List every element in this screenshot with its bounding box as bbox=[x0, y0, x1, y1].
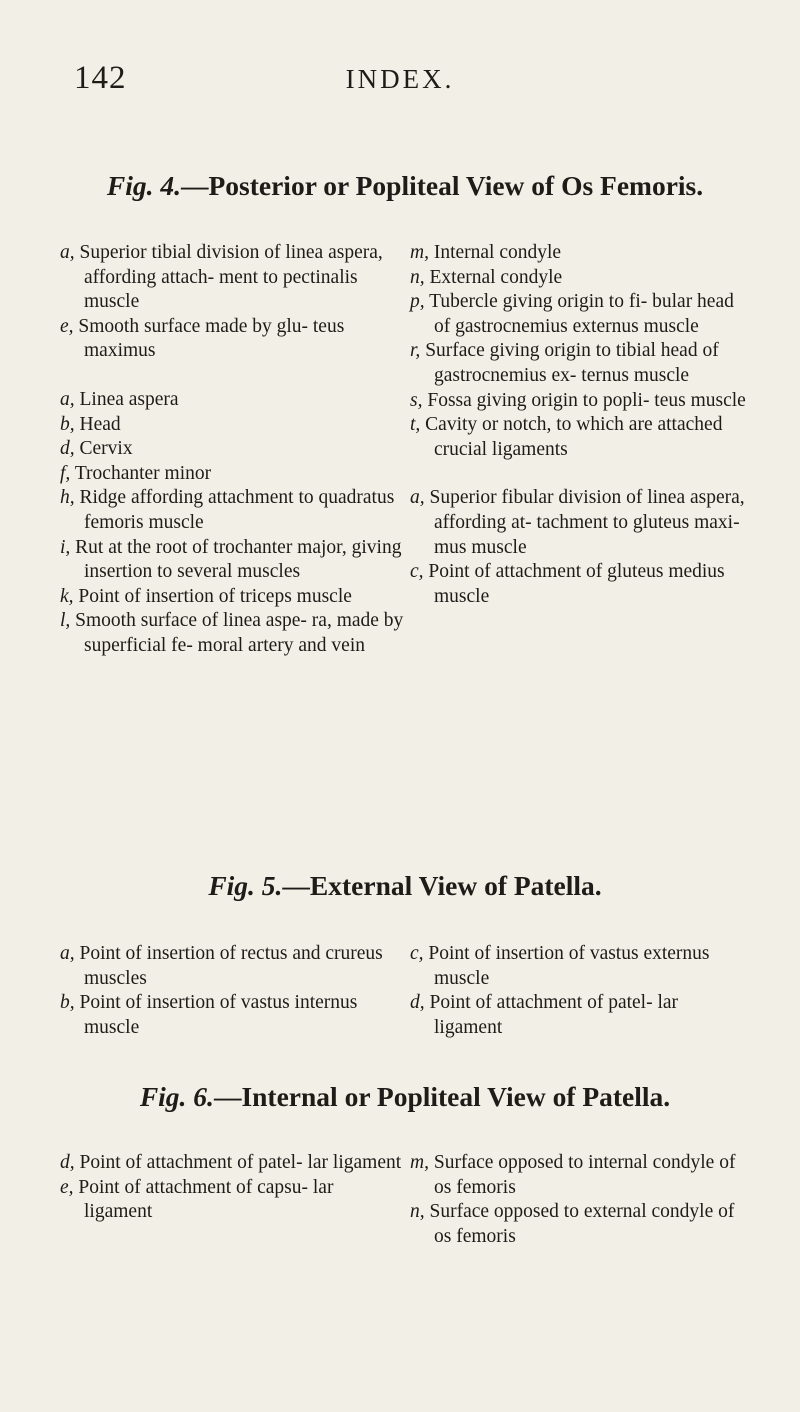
fig-4-section bbox=[60, 170, 750, 659]
legend-entry bbox=[410, 942, 750, 991]
legend-entry bbox=[60, 942, 405, 991]
fig-4-title-text: —Posterior or Popliteal View of Os Femoris. bbox=[180, 170, 704, 201]
fig-4-left-list-2 bbox=[60, 388, 405, 659]
fig-5-right-list bbox=[410, 942, 750, 1040]
fig-4-right-column bbox=[410, 241, 750, 659]
legend-key: h, bbox=[60, 487, 75, 509]
fig-4-title bbox=[60, 170, 750, 202]
legend-entry bbox=[410, 339, 750, 388]
legend-entry bbox=[410, 991, 750, 1040]
legend-description: Cervix bbox=[79, 438, 133, 460]
legend-key: f, bbox=[60, 462, 71, 484]
legend-key: a, bbox=[60, 242, 75, 263]
fig-5-title bbox=[60, 870, 750, 902]
legend-description: Head bbox=[79, 413, 121, 435]
legend-description: Surface opposed to internal condyle of os femoris bbox=[433, 1152, 736, 1198]
legend-description: Point of insertion of vastus externus muscle bbox=[428, 943, 710, 989]
legend-description: Smooth surface of linea aspe- ra, made by superficial fe- moral artery and vein bbox=[75, 610, 404, 656]
fig-5-left-list bbox=[60, 942, 405, 1040]
fig-4-label: Fig. 4. bbox=[106, 170, 181, 201]
legend-entry bbox=[60, 437, 405, 462]
legend-key: l, bbox=[60, 610, 71, 632]
legend-entry bbox=[60, 462, 405, 487]
page-header bbox=[0, 60, 800, 100]
legend-description: Point of insertion of vastus internus muscle bbox=[79, 992, 358, 1038]
legend-description: Fossa giving origin to popli- teus muscle bbox=[427, 389, 746, 411]
legend-description: Point of attachment of patel- lar ligament bbox=[79, 1152, 402, 1173]
fig-6-label: Fig. 6. bbox=[139, 1081, 214, 1112]
legend-entry bbox=[60, 1151, 405, 1176]
legend-entry bbox=[60, 486, 405, 535]
fig-6-left-column bbox=[60, 1151, 405, 1249]
legend-key: b, bbox=[60, 992, 75, 1014]
legend-key: a, bbox=[60, 943, 75, 964]
fig-6-columns bbox=[60, 1151, 750, 1249]
legend-entry bbox=[60, 991, 405, 1040]
fig-6-title-text: —Internal or Popliteal View of Patella. bbox=[213, 1081, 671, 1112]
legend-entry bbox=[410, 266, 750, 291]
legend-description: Point of attachment of gluteus medius muscle bbox=[428, 561, 725, 607]
legend-entry bbox=[410, 1200, 750, 1249]
legend-description: Surface opposed to external condyle of os femoris bbox=[429, 1201, 735, 1247]
legend-description: Point of attachment of capsu- lar ligament bbox=[78, 1176, 334, 1223]
fig-4-right-list-1 bbox=[410, 241, 750, 462]
legend-description: Smooth surface made by glu- teus maximus bbox=[78, 315, 345, 362]
legend-description: Ridge affording attachment to quadratus femoris muscle bbox=[79, 487, 395, 533]
legend-entry bbox=[60, 315, 405, 364]
legend-key: c, bbox=[410, 561, 424, 583]
legend-key: n, bbox=[410, 1201, 425, 1223]
legend-entry bbox=[60, 388, 405, 413]
legend-entry bbox=[60, 536, 405, 585]
fig-5-label: Fig. 5. bbox=[208, 870, 283, 901]
legend-description: Tubercle giving origin to fi- bular head of gastrocnemius externus muscle bbox=[429, 291, 734, 337]
legend-key: r, bbox=[410, 340, 421, 362]
legend-entry bbox=[60, 585, 405, 610]
legend-entry bbox=[410, 1151, 750, 1200]
legend-key: s, bbox=[410, 389, 423, 411]
legend-entry bbox=[410, 389, 750, 414]
legend-description: External condyle bbox=[429, 266, 563, 288]
legend-entry bbox=[60, 1176, 405, 1225]
legend-entry bbox=[410, 290, 750, 339]
fig-5-right-column bbox=[410, 942, 750, 1040]
legend-description: Point of insertion of triceps muscle bbox=[78, 585, 352, 607]
legend-description: Rut at the root of trochanter major, giving insertion to several muscles bbox=[75, 536, 402, 583]
fig-6-right-list bbox=[410, 1151, 750, 1249]
fig-6-title bbox=[60, 1081, 750, 1113]
legend-description: Cavity or notch, to which are attached crucial ligaments bbox=[425, 414, 723, 460]
fig-5-section bbox=[60, 870, 750, 1040]
legend-key: i, bbox=[60, 536, 71, 558]
fig-4-columns bbox=[60, 241, 750, 659]
legend-description: Trochanter minor bbox=[74, 462, 212, 484]
legend-description: Internal condyle bbox=[433, 242, 562, 263]
legend-entry bbox=[410, 486, 750, 560]
legend-entry bbox=[410, 560, 750, 609]
legend-key: e, bbox=[60, 1176, 74, 1198]
legend-entry bbox=[60, 609, 405, 658]
legend-key: a, bbox=[60, 388, 75, 410]
legend-entry bbox=[60, 413, 405, 438]
legend-description: Linea aspera bbox=[79, 388, 179, 410]
legend-entry bbox=[60, 241, 405, 315]
legend-key: c, bbox=[410, 943, 424, 964]
legend-key: d, bbox=[410, 992, 425, 1014]
fig-4-left-column bbox=[60, 241, 405, 659]
legend-key: a, bbox=[410, 487, 425, 509]
fig-6-left-list bbox=[60, 1151, 405, 1225]
legend-key: m, bbox=[410, 1152, 429, 1173]
legend-entry bbox=[410, 413, 750, 462]
legend-key: k, bbox=[60, 585, 74, 607]
legend-description: Point of attachment of patel- lar ligament bbox=[429, 992, 679, 1038]
fig-5-columns bbox=[60, 942, 750, 1040]
legend-description: Point of insertion of rectus and crureus muscles bbox=[79, 943, 383, 989]
fig-5-left-column bbox=[60, 942, 405, 1040]
legend-key: t, bbox=[410, 414, 421, 436]
legend-description: Superior fibular division of linea aspera, affording at- tachment to gluteus maxi- mus muscle bbox=[429, 487, 745, 558]
legend-key: d, bbox=[60, 438, 75, 460]
legend-key: d, bbox=[60, 1152, 75, 1173]
page-number: 142 bbox=[74, 60, 127, 96]
legend-key: e, bbox=[60, 315, 74, 337]
legend-description: Surface giving origin to tibial head of gastrocnemius ex- ternus muscle bbox=[425, 340, 719, 386]
fig-4-right-list-2 bbox=[410, 486, 750, 609]
fig-5-title-text: —External View of Patella. bbox=[282, 870, 602, 901]
legend-key: p, bbox=[410, 291, 425, 313]
fig-6-section bbox=[60, 1081, 750, 1249]
legend-key: n, bbox=[410, 266, 425, 288]
running-head: INDEX. bbox=[345, 64, 455, 94]
legend-key: b, bbox=[60, 413, 75, 435]
fig-6-right-column bbox=[410, 1151, 750, 1249]
legend-entry bbox=[410, 241, 750, 266]
legend-description: Superior tibial division of linea aspera, affording attach- ment to pectinalis muscle bbox=[79, 242, 383, 313]
fig-4-left-list-1 bbox=[60, 241, 405, 364]
legend-key: m, bbox=[410, 242, 429, 263]
